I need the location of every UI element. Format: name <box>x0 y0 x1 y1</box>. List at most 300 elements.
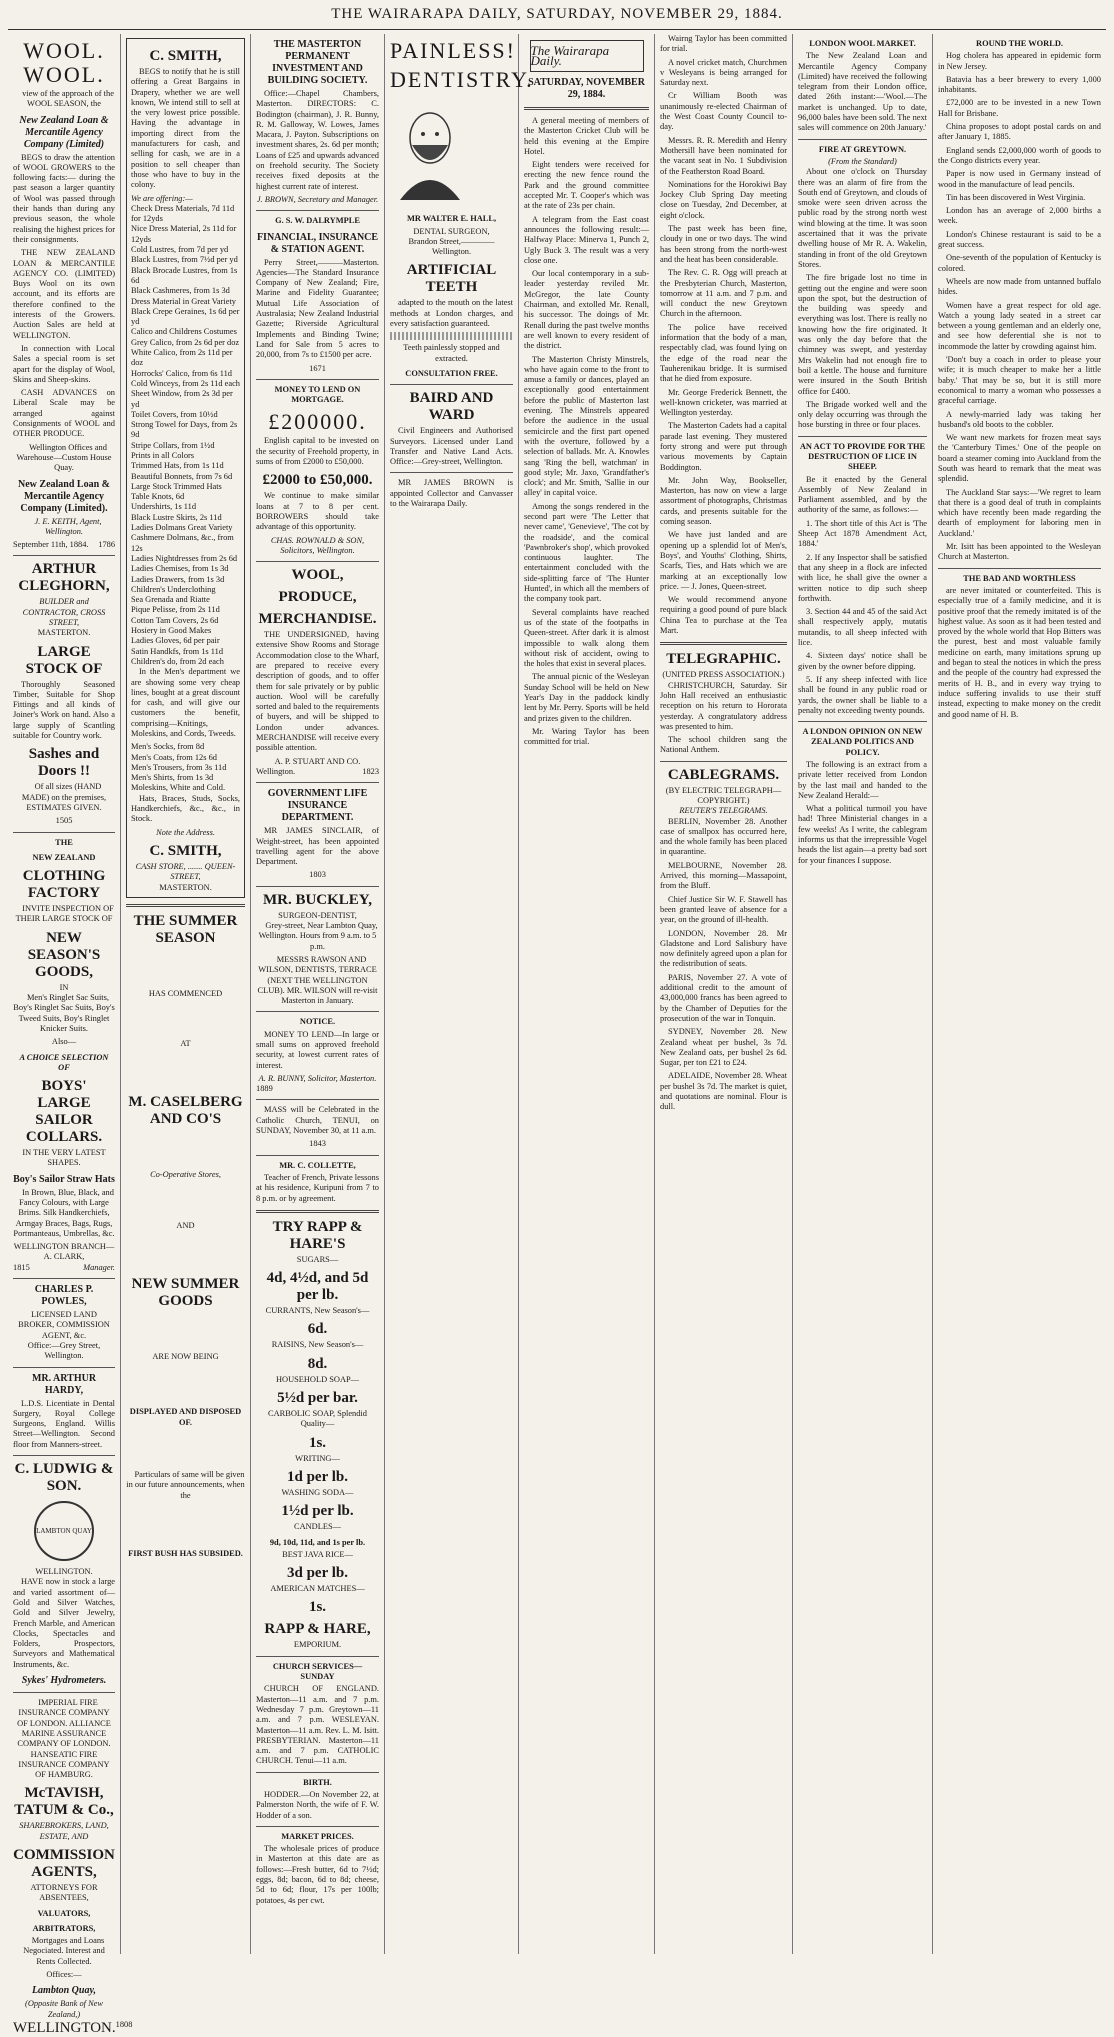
powles-name: CHARLES P. POWLES, <box>34 1284 94 1308</box>
ludwig-seal-icon: LAMBTON QUAY <box>34 1501 94 1561</box>
world-news-item: Batavia has a beer brewery to every 1,000 inhabitants. <box>938 74 1101 95</box>
coop-stores: Co-Operative Stores, <box>150 1170 221 1180</box>
divider <box>256 1772 379 1773</box>
matches-price: 1s. <box>308 1599 327 1616</box>
offering-label: We are offering:— <box>131 193 193 203</box>
price-list-item: Pique Pelisse, from 2s 11d <box>131 605 220 615</box>
world-news-item: A newly-married lady was taking her husband's old boots to the cobbler. <box>938 409 1101 429</box>
price-list-item: Men's Trousers, from 3s 11d <box>131 762 227 772</box>
london-paragraph: The following is an extract from a private letter received from London by the last mail and handed to the New Zealand Herald:— <box>798 760 927 800</box>
dalrymple-name: G. S. W. DALRYMPLE <box>275 216 360 226</box>
world-news-item: The Auckland Star says:—'We regret to learn that there is a good deal of truth in complaints which have recently been made regarding the dearth of employment for laboring men in Auckland.' <box>938 487 1101 538</box>
season-goods: NEW SEASON'S GOODS, <box>27 929 101 980</box>
sashes-heading: Sashes and Doors !! <box>28 746 100 780</box>
smith-items-list <box>131 204 240 667</box>
divider <box>798 721 927 722</box>
hats-text: In Brown, Blue, Black, and Fancy Colours, with Large Brims. Silk Handkerchiefs, Armgay Braces, Bags, Rugs, Portmanteaus, Umbrellas, &c. <box>13 1187 115 1238</box>
cablegram-paragraph: BERLIN, November 28. Another case of smallpox has occurred here, and the whole family has been placed in quarantine. <box>660 816 787 857</box>
java-price: 3d per lb. <box>287 1565 348 1582</box>
invite-text: INVITE INSPECTION OF THEIR LARGE STOCK OF <box>15 904 114 924</box>
note-address: Note the Address. <box>156 827 215 837</box>
act-paragraph: 2. If any Inspector shall be satisfied that any sheep in a flock are infected with lice, he shall give the owner a written notice to dip such sheep forthwith. <box>798 552 927 603</box>
wellington-label: WELLINGTON. <box>13 2019 116 2036</box>
price-list-item: Men's Shirts, from 1s 3d <box>131 773 214 783</box>
fire-paragraph: The fire brigade lost no time in getting out the engine and were soon upon the spot, but the destruction of the building was speedy and everything was lost. There is really no knowing how the fire originated. It was only the day before that the chimney was swept, and yesterday Mrs Wakelin had not enough fire to boil a kettle. The house and furniture were insured in the South British office for £400. <box>798 273 927 396</box>
news-paragraph: Mr. John Way, Bookseller, Masterton, has now on view a large assortment of photographs, Christmas cards, and presents suitable for the coming season. <box>660 475 788 527</box>
london-paragraphs <box>798 760 927 866</box>
price-list-item: Black Brocade Lustres, from 1s 6d <box>131 265 238 285</box>
round-world-heading: ROUND THE WORLD. <box>976 39 1063 48</box>
caselberg-name: M. CASELBERG AND CO'S <box>128 1094 243 1128</box>
issue-date: SATURDAY, NOVEMBER 29, 1884. <box>528 77 645 100</box>
candles-label: CANDLES— <box>294 1522 341 1532</box>
commission-agents: COMMISSION AGENTS, <box>13 1846 115 1880</box>
divider <box>256 1826 379 1827</box>
store-number: 1823 <box>362 766 379 776</box>
price-list-item: Cold Winceys, from 2s 11d each <box>131 378 240 388</box>
news-paragraph: The past week has been fine, cloudy in one or two days. The wind has been strong from the north-west and the heat has been considerable. <box>660 224 787 264</box>
world-news-item: We want new markets for frozen meat says the 'Canterbury Times.' One of the people on board a steamer coming into Auckland from the South was heard to remark that the meat was splendid. <box>938 433 1101 484</box>
column-8 <box>933 34 1106 1954</box>
building-society-text: Office:—Chapel Chambers, Masterton. DIRECTORS: C. Bodington (chairman), J. R. Bunny, R. M. Galloway, W. Lowes, James Macara, J. Payton. Subscriptions on investment shares, 2s. 6d per month; Loans of £25 and upwards advanced on freehold security. The Society receives fixed deposits at the highest current rate of interest. <box>256 89 379 191</box>
govt-text: MR JAMES SINCLAIR, of Weight-street, has been appointed travelling agent for the above Department. <box>256 826 379 867</box>
big-sum: £200000. <box>268 409 367 435</box>
soap-price: 5½d per bar. <box>277 1390 358 1407</box>
world-news-item: Hog cholera has appeared in epidemic form in New Jersey. <box>938 51 1101 71</box>
stock-title: LARGE STOCK OF <box>25 643 103 677</box>
world-news-item: London has an average of 2,000 births a week. <box>938 206 1101 226</box>
sugars-label: SUGARS— <box>296 1254 339 1264</box>
dentistry-heading: DENTISTRY. <box>390 67 534 92</box>
offices-label: Offices:— <box>46 1970 82 1980</box>
artificial-text: adapted to the mouth on the latest methods at London charges, and every satisfaction guaranteed. <box>390 298 513 329</box>
big-sum-text: English capital to be invested on the security of Freehold property, in sums of from £2000 to £50,000. <box>256 436 379 467</box>
currants-label: CURRANTS, New Season's— <box>265 1306 370 1316</box>
telegram-paragraph: CHRISTCHURCH, Saturday. Sir John Hall received an enthusiastic reception on his return to Hororata yesterday. A congratulatory address was presented to him. <box>660 680 787 731</box>
mass-number: 1843 <box>309 1139 326 1149</box>
price-list-item: Black Crepe Geraines, 1s 6d per yd <box>131 306 240 327</box>
sig-date: September 11th, 1884. <box>13 540 89 550</box>
world-news-item: London's Chinese restaurant is said to be a great success. <box>938 229 1101 250</box>
world-news-item: One-seventh of the population of Kentucky is colored. <box>938 253 1101 273</box>
company-name: New Zealand Loan & Mercantile Agency Company (Limited) <box>19 114 109 150</box>
collette-name: MR. C. COLLETTE, <box>279 1160 356 1170</box>
column-2 <box>121 34 251 1954</box>
the-label: THE <box>55 837 73 847</box>
price-list-item: Hosiery in Good Makes <box>131 626 212 636</box>
news-paragraph: The Rev. C. R. Ogg will preach at the Presbyterian Church, Masterton, tomorrow at 11 a.m. and 7 p.m. and will conduct the new Greytown Church in the afternoon. <box>660 268 787 319</box>
date-line <box>13 540 115 550</box>
connection-text: In connection with Local Sales a special room is set apart for the display of Wool, Skins and Sheep-skins. <box>13 343 115 384</box>
wool-label: WOOL, <box>291 567 344 584</box>
goods-list: Men's Ringlet Sac Suits, Boy's Ringlet Sac Suits, Boy's Tweed Suits, Boy's Ringlet Knicker Suits. <box>13 993 115 1033</box>
candles-price: 9d, 10d, 11d, and 1s per lb. <box>269 1537 366 1547</box>
soap-label: HOUSEHOLD SOAP— <box>275 1374 360 1384</box>
price-list-item: Undershirts, 1s 11d <box>131 502 197 512</box>
price-list-item: Sea Grenada and Riatte <box>131 595 210 605</box>
manager-number: 1815 <box>13 1262 30 1272</box>
price-list-item: Toilet Covers, from 10½d <box>131 409 218 419</box>
offices: Wellington Offices and Warehouse—Custom House Quay. <box>16 442 112 473</box>
clark-name: A. CLARK, <box>43 1252 85 1262</box>
sum-range: £2000 to £50,000. <box>262 472 373 489</box>
divider <box>390 472 513 473</box>
divider <box>13 1278 115 1279</box>
divider <box>256 1656 379 1657</box>
world-news-item: Mr. Isitt has been appointed to the Wesleyan Church at Masterton. <box>938 542 1101 562</box>
builder-name: ARTHUR CLEGHORN, <box>18 561 110 595</box>
reuters-heading: REUTER'S TELEGRAMS. <box>679 806 768 816</box>
cablegram-paragraph: PARIS, November 27. A vote of additional credit to the amount of 43,000,000 francs has been agreed to by the Chamber of Deputies for the prosecution of the war in Tonquin. <box>660 972 787 1023</box>
divider <box>256 1011 379 1012</box>
fire-paragraph: About one o'clock on Thursday there was an alarm of fire from the South end of Greytown, and clouds of smoke were seen driven across the public road by the strong north west wind blowing at the time. It was soon ascertained that it was the private dwelling house of Mr R. A. Wakelin, standing in front of the old Greytown Stores. <box>798 167 927 269</box>
news-paragraph: The Masterton Christy Minstrels, who have again come to the front to amuse a family or dances, played an exceptionally good entertainment before the public of Masterton last evening. The Minstrels appeared before the audience in the usual semicircle and the first part opened with the overture, followed by a selection of ballads. Mr. A. Knowles sang 'Ring the bell, watchman' in good style; Mr. Jaxo, 'Grandfather's clock'; and Mr. Smith, 'Sallie in our alley' in capital voice. <box>524 354 649 498</box>
smith-name-2: C. SMITH, <box>149 842 222 859</box>
baird-text: Civil Engineers and Authorised Surveyors. Licensed under Land Transfer and Native Land Acts. Office:—Grey-street, Wellington. <box>390 426 513 467</box>
act-paragraph: 5. If any sheep infected with lice shall be found in any public road or yards, the owner shall be liable to a penalty not exceeding twenty pounds. <box>798 674 927 715</box>
birth-text: HODDER.—On November 22, at Palmerston North, the wife of F. W. Hodder of a son. <box>256 1789 379 1820</box>
divider <box>938 568 1101 569</box>
wool-intro: view of the approach of the WOOL SEASON, the <box>22 89 114 109</box>
james-brown-text: MR JAMES BROWN is appointed Collector and Canvasser to the Wairarapa Daily. <box>390 478 513 509</box>
divider <box>256 1099 379 1100</box>
clothing-factory: CLOTHING FACTORY <box>22 868 106 902</box>
world-news-item: Tin has been discovered in West Virginia. <box>946 192 1086 202</box>
fire-paragraph: The Brigade worked well and the only delay occurring was through the hose bursting in three or four places. <box>798 399 927 430</box>
news-paragraph: We would recommend anyone requiring a good pound of pure black China Tea to purchase at the Tea Mart. <box>660 595 787 636</box>
telegraphic-paragraphs <box>660 681 787 756</box>
hardy-text: L.D.S. Licentiate in Dental Surgery, Royal College Surgeons, England. Willis Street—Wellington. Second floor from Manners-street. <box>13 1398 115 1449</box>
summer-season: THE SUMMER SEASON <box>133 912 238 946</box>
act-paragraph: 4. Sixteen days' notice shall be given by the owner before dipping. <box>798 651 927 671</box>
news-paragraph: A novel cricket match, Churchmen v Wesleyans is being arranged for Saturday next. <box>660 57 787 88</box>
telegraphic-sub: (UNITED PRESS ASSOCIATION.) <box>662 670 785 680</box>
opposite-bank: (Opposite Bank of New Zealand,) <box>25 1999 103 2019</box>
artificial-teeth: ARTIFICIAL TEETH <box>406 262 497 296</box>
price-list-item: Black Lustre Skirts, 2s 11d <box>131 512 222 522</box>
telegraphic-heading: TELEGRAPHIC. <box>666 651 781 668</box>
washing-label: WASHING SODA— <box>281 1487 354 1497</box>
cash-text: CASH ADVANCES on Liberal Scale may be arranged against Consignments of WOOL and OTHER PRODUCE. <box>13 388 115 439</box>
decorative-rule <box>390 332 513 340</box>
buckley-address: Grey-street, Near Lambton Quay, Wellington. Hours from 9 a.m. to 5 p.m. <box>258 921 378 951</box>
sykes-label: Sykes' Hydrometers. <box>21 1675 107 1687</box>
particulars-text: Particulars of same will be given in our future announcements, when the <box>126 1469 245 1500</box>
market-heading: MARKET PRICES. <box>281 1831 354 1841</box>
mass-text: MASS will be Celebrated in the Catholic Church, TENUI, on SUNDAY, November 30, at 11 a.m. <box>256 1105 379 1136</box>
news-paragraph: Among the songs rendered in the second part were 'The Letter that never came', 'Genevieve', 'The cot by the roadside', and the comical 'Pawnbroker's shop', which provoked continuous laughter. The entertainment concluded with the side-splitting farce of 'The Hunter Hunted', in which all the members of the company took part. <box>524 501 649 604</box>
company-name-2: New Zealand Loan & Mercantile Agency Company (Limited). <box>18 478 110 514</box>
sig-number: 1786 <box>98 540 115 550</box>
act-paragraph: 1. The short title of this Act is 'The Sheep Act 1878 Amendment Act, 1884.' <box>798 518 927 549</box>
price-list-item: Beautiful Bonnets, from 7s 6d <box>131 471 233 481</box>
act-heading: AN ACT TO PROVIDE FOR THE DESTRUCTION OF LICE IN SHEEP. <box>799 441 926 472</box>
world-news-item: £72,000 are to be invested in a new Town Hall for Brisbane. <box>938 98 1101 118</box>
world-news-item: Wheels are now made from untanned buffalo hides. <box>938 276 1101 297</box>
smith-advert <box>126 38 245 898</box>
cablegrams-sub: (BY ELECTRIC TELEGRAPH—COPYRIGHT.) <box>665 785 782 805</box>
price-list-item: Men's Socks, from 8d <box>131 742 205 752</box>
price-list-item: Cold Lustres, from 7d per yd <box>131 245 229 255</box>
building-society-signature: J. BROWN, Secretary and Manager. <box>256 194 379 204</box>
smith-intro: BEGS to notify that he is still offering a Great Bargains in Drapery, whether we are well known, We intend still to sell at the very lowest price possible. Having the advantage in importing direct from the manufacturers for cash, and selling for cash, we are in a position to sell cheaper than those who have to buy in the colony. <box>131 67 240 190</box>
store-text: THE UNDERSIGNED, having extensive Show Rooms and Storage Accommodation close to the Wharf, are prepared to receive every description of goods, and to offer them for sale privately or by public auction. Wool will be carefully sorted and baled to the requirements of buyers, and will be shipped to London under advances. MERCHANDISE will receive every possible attention. <box>256 630 379 753</box>
news-paragraph: The police have received information that the body of a man, respectably clad, was found lying on the edge of the road near the Tauherenikau bridge. It is surmised that he died from exposure. <box>660 322 787 384</box>
column-7 <box>793 34 933 1954</box>
price-list-item: Cotton Tam Covers, 2s 6d <box>131 615 219 625</box>
mens-intro: In the Men's department we are showing some very cheap lines, bought at a great discount for cash, and will give our customers the benefit, comprising—Knitings, Moleskins, and Cords, Tweeds. <box>131 667 240 738</box>
price-list-item: Trimmed Hats, from 1s 11d <box>131 461 224 471</box>
branch-label: WELLINGTON BRANCH— <box>13 1242 115 1252</box>
cablegrams-heading: CABLEGRAMS. <box>667 766 780 783</box>
lead-paragraphs <box>524 116 649 748</box>
church-heading: CHURCH SERVICES—SUNDAY <box>272 1661 363 1682</box>
collette-text: Teacher of French, Private lessons at his residence, Kuripuni from 7 to 8 p.m. or by agreement. <box>256 1172 379 1203</box>
divider <box>256 782 379 783</box>
divider <box>256 561 379 562</box>
price-list-item: Strong Towel for Days, from 2s 9d <box>131 420 238 440</box>
fire-paragraphs <box>798 167 927 430</box>
financial-number: 1671 <box>309 363 326 373</box>
raisins-label: RAISINS, New Season's— <box>271 1340 364 1350</box>
ludwig-text: HAVE now in stock a large and varied assortment of— Gold and Silver Watches, Gold and Silver Jewelry, French Marble, and American Clocks, Spectacles and Folders, Prospectors, Surveyors and Mathematical Instruments, &c. <box>13 1577 115 1669</box>
sugars-price: 4d, 4½d, and 5d per lb. <box>266 1270 369 1304</box>
raisins-price: 8d. <box>307 1355 328 1372</box>
hall-title: DENTAL SURGEON, <box>413 226 490 236</box>
news-paragraph: The Masterton Cadets had a capital parade last evening. They mustered forty strong and were put through various movements by Captain Boddington. <box>660 421 787 472</box>
cablegram-paragraph: MELBOURNE, November 28. Arrived, this morning—Massapoint, from the Bluff. <box>660 860 787 891</box>
choice-label: A CHOICE SELECTION OF <box>19 1052 109 1072</box>
teeth-text: Teeth painlessly stopped and extracted. <box>403 343 500 363</box>
column-3 <box>251 34 385 1954</box>
price-list-item: Cashmere Dolmans, &c., from 12s <box>131 533 234 553</box>
builder-town: MASTERTON. <box>37 628 91 638</box>
hall-name: MR WALTER E. HALL, <box>406 214 497 224</box>
cash-store: CASH STORE, ....... QUEEN-STREET, <box>135 861 236 882</box>
news-paragraph: Messrs. R. R. Meredith and Henry Mothersill have been nominated for the vacant seat in No. 1 Subdivision of the Featherston Road Board. <box>660 135 787 176</box>
divider <box>13 1367 115 1368</box>
price-list-item: Sheet Window, from 2s 3d per yd <box>131 389 233 409</box>
wellington-line <box>13 2019 133 2037</box>
world-news-item: Women have a great respect for old age. Watch a young lady seated in a street car between a young gentleman and an elderly one, and see how deferential she is not to incommode the latter by crowding against him. <box>938 300 1101 351</box>
world-news-item: China proposes to adopt postal cards on and after January 1, 1885. <box>938 122 1101 142</box>
rapp-name: RAPP & HARE, <box>264 1621 371 1638</box>
divider <box>256 886 379 887</box>
news-paragraph: A general meeting of members of the Masterton Cricket Club will be held this evening at the Empire Hotel. <box>524 116 649 156</box>
money-signature: CHAS. ROWNALD & SON, Solicitors, Wellington. <box>270 535 365 555</box>
price-list-item: Prints in all Colors <box>131 450 195 460</box>
act-paragraph: 3. Section 44 and 45 of the said Act shall respectively apply, mutatis mutandis, to all sheep infected with lice. <box>798 607 927 648</box>
divider <box>798 436 927 437</box>
store-signature: A. P. STUART AND CO. <box>274 756 361 766</box>
masthead: THE WAIRARAPA DAILY, SATURDAY, NOVEMBER 29, 1884. <box>8 6 1106 30</box>
currants-price: 6d. <box>307 1321 328 1338</box>
cablegram-paragraph: SYDNEY, November 28. New Zealand wheat per bushel, 3s 7d. New Zealand oats, per bushel 2s 6d. Sugar, per ton £21 to £24. <box>660 1027 787 1068</box>
divider <box>13 1692 115 1693</box>
ludwig-name: C. LUDWIG & SON. <box>14 1461 114 1495</box>
styles-label: IN THE VERY LATEST SHAPES. <box>22 1148 106 1168</box>
cablegram-paragraph: Chief Justice Sir W. F. Stawell has been granted leave of absence for a year, on the ground of ill-health. <box>660 894 787 925</box>
powles-address: Office:—Grey Street, Wellington. <box>27 1340 101 1361</box>
money-text: We continue to make similar loans at 7 to 8 per cent. BORROWERS should take advantage of this opportunity. <box>256 491 379 532</box>
smith-town: MASTERTON. <box>159 882 212 892</box>
sharebrokers: SHAREBROKERS, LAND, ESTATE, AND <box>19 1821 109 1841</box>
also-label: Also— <box>51 1037 77 1047</box>
price-list-item: Grey Calico, from 2s 6d per doz <box>131 337 240 347</box>
buckley-title: SURGEON-DENTIST, <box>278 910 357 920</box>
news-paragraph: Several complaints have reached us of the state of the footpaths in Queen-street. After dark it is almost impossible to walk along them without risk of accident, owing to the holes that exist in several places. <box>524 607 649 669</box>
world-news-item: Paper is now used in Germany instead of wood in the manufacture of lead pencils. <box>938 169 1101 189</box>
signature: J. E. KEITH, Agent, Wellington. <box>34 516 102 536</box>
displayed-label: DISPLAYED AND DISPOSED OF. <box>129 1407 242 1427</box>
price-list-item: White Calico, from 2s 11d per doz <box>131 348 233 368</box>
valuators: VALUATORS, <box>37 1908 91 1918</box>
carbolic-price: 1s. <box>308 1434 327 1451</box>
sashes-number: 1505 <box>55 816 73 826</box>
mens-items-list <box>131 742 240 793</box>
first-bush: FIRST BUSH HAS SUBSIDED. <box>128 1548 243 1558</box>
price-list-item: Men's Coats, from 12s 6d <box>131 752 217 762</box>
rapp-heading: TRY RAPP & HARE'S <box>272 1218 363 1252</box>
market-text: The wholesale prices of produce in Masterton at this date are as follows:—Fresh butter, 6d to 7½d; eggs, 8d; bacon, 6d to 8d; cheese, 5d to 6d; flour, 17s per 100lb; potatoes, 4s per cwt. <box>256 1844 379 1905</box>
in-label: IN <box>59 982 69 992</box>
telegram-paragraph: The school children sang the National Anthem. <box>660 735 787 755</box>
and-label: AND <box>176 1220 195 1230</box>
price-list-item: Children's do, from 2d each <box>131 656 224 666</box>
new-summer-goods: NEW SUMMER GOODS <box>131 1276 240 1310</box>
divider <box>256 379 379 380</box>
financial-text: Perry Street,———Masterton. Agencies—The Standard Insurance Company of New Zealand; Fire, Marine and Fidelity Guarantee; Mutual Life Association of Australasia; New Zealand Industrial Gazette; Riverside Agricultural Implements and Binding Twine; Land for Sale from 5 acres to 20,000, from 7s to £1500 per acre. <box>256 257 379 360</box>
price-list-item: Children's Underclothing <box>131 584 216 594</box>
newspaper-nameplate: The Wairarapa Daily. <box>530 40 644 72</box>
washing-price: 1½d per lb. <box>281 1503 354 1520</box>
news-paragraph: Cr William Booth was unanimously re-elected Chairman of the West Coast County Council to-day. <box>660 91 787 132</box>
column-1 <box>8 34 133 2036</box>
store-town: Wellington. <box>256 766 296 776</box>
nz-loan-text: THE NEW ZEALAND LOAN & MERCANTILE AGENCY CO. (LIMITED) Buys Wool on its own account, and its efforts are therefore confined to the interests of the Growers. Auction Sales are held at WELLINGTON. <box>13 248 115 340</box>
buckley-name: MR. BUCKLEY, <box>262 891 373 908</box>
manager-line <box>13 1263 115 1273</box>
painless-heading: PAINLESS! <box>390 38 516 63</box>
are-now-label: ARE NOW BEING <box>152 1352 219 1362</box>
divider <box>256 1155 379 1156</box>
financial-heading: FINANCIAL, INSURANCE & STATION AGENT. <box>256 231 379 255</box>
building-society-heading: THE MASTERTON PERMANENT INVESTMENT AND BUILDING SOCIETY. <box>267 39 368 86</box>
news-paragraph: The annual picnic of the Wesleyan Sunday School will be held on New Year's Day in the paddock kindly lent by Mr. Perry. Sports will be held and prizes given to the children. <box>524 672 649 723</box>
java-label: BEST JAVA RICE— <box>282 1549 353 1559</box>
divider <box>256 1210 379 1213</box>
portrait-engraving-icon <box>390 100 470 200</box>
ludwig-town: WELLINGTON. <box>35 1567 93 1577</box>
london-wool-text: The New Zealand Loan and Mercantile Agency Company (Limited) have received the following telegram from their London office, dated 26th instant:—'Wool.—The market is unchanged. Up to date, 96,000 bales have been sold. The next sales will commence on 20th January.' <box>798 51 927 133</box>
columns <box>8 34 1106 2036</box>
arbitrators: ARBITRATORS, <box>32 1923 96 1933</box>
divider <box>798 139 927 140</box>
divider <box>13 555 115 556</box>
news-paragraph: Mr. George Frederick Bennett, the well-known cricketer, was married at Wellington yesterday. <box>660 387 787 418</box>
consultation-free: CONSULTATION FREE. <box>405 368 498 378</box>
price-list-item: Dress Material in Great Variety <box>131 296 236 306</box>
manager-label: Manager. <box>83 1262 115 1272</box>
notice-number: 1889 <box>256 1084 273 1094</box>
lambton-quay: Lambton Quay, <box>31 1985 97 1997</box>
birth-heading: BIRTH. <box>303 1777 332 1787</box>
price-list-item: Stripe Collars, from 1½d <box>131 440 215 450</box>
fire-source: (From the Standard) <box>828 156 897 166</box>
price-list-item: Ladies Drawers, from 1s 3d <box>131 574 225 584</box>
smith-also: Hats, Braces, Studs, Socks, Handkerchiefs, &c., &c., in Stock. <box>131 793 240 824</box>
govt-heading: GOVERNMENT LIFE INSURANCE DEPARTMENT. <box>267 788 368 824</box>
nz-label: NEW ZEALAND <box>32 852 96 862</box>
act-paragraphs <box>798 475 927 717</box>
hall-address: Brandon Street,————Wellington. <box>408 236 495 257</box>
divider <box>390 384 513 385</box>
mctavish-name: McTAVISH, TATUM & Co., <box>14 1785 114 1819</box>
writing-label: WRITING— <box>295 1453 340 1463</box>
act-paragraph: Be it enacted by the General Assembly of New Zealand in Parliament assembled, and by the authority of the same, as follows:— <box>798 474 927 515</box>
carbolic-label: CARBOLIC SOAP, Splendid Quality— <box>268 1409 367 1429</box>
price-list-item: Ladies Gloves, 6d per pair <box>131 636 220 646</box>
price-list-item: Nice Dress Material, 2s 11d for 12yds <box>131 224 237 244</box>
notice-heading: NOTICE. <box>299 1017 336 1027</box>
price-list-item: Ladies Dolmans Great Variety <box>131 523 233 533</box>
column-6 <box>655 34 793 1954</box>
has-commenced: HAS COMMENCED <box>148 988 223 998</box>
world-news-item: 'Don't buy a coach in order to please your wife; it is much cheaper to make her a little baby.' That may be so, but it is still more economical to marry a woman who possesses a graceful carriage. <box>938 355 1101 406</box>
mortgages: Mortgages and Loans Negociated. Interest and Rents Collected. <box>23 1936 105 1966</box>
bad-text: are never imitated or counterfeited. This is especially true of a family medicine, and it is positive proof that the remedy imitated is of the highest value. As soon as it had been tested and proved by the whole world that Hop Bitters was the purest, best and most valuable family medicine on earth, many imitations sprung up and began to steal the notices in which the press and the people of the country had expressed the merits of H. B., and in every way trying to induce suffering invalids to use their stuff instead, expecting to make money on the credit and good name of H. B. <box>938 585 1101 719</box>
fire-heading: FIRE AT GREYTOWN. <box>818 144 907 154</box>
price-list-item: Black Cashmeres, from 1s 3d <box>131 286 230 296</box>
divider <box>660 761 787 762</box>
wool-title: WOOL. WOOL. <box>23 38 105 87</box>
price-list-item: Ladies Chemises, from 1s 3d <box>131 564 229 574</box>
news-paragraph: Our local contemporary in a sub-leader yesterday reviled Mr. McGregor, the late County Chairman, and extolled Mr. Renall, his successor. The doings of Mr. Renall during the past twelve months are well known to every resident of the district. <box>524 269 649 351</box>
wool-text: BEGS to draw the attention of WOOL GROWERS to the following facts:— during the past season a larger quantity of Wool was passed through their hands than during any previous season, the whole realising the highest prices for their consignments. <box>13 152 115 244</box>
price-list-item: Check Dress Materials, 7d 11d for 12yds <box>131 203 235 224</box>
divider <box>13 832 115 833</box>
london-opinion-heading: A LONDON OPINION ON NEW ZEALAND POLITICS AND POLICY. <box>802 727 923 757</box>
price-list-item: Horrocks' Calico, from 6s 11d <box>131 368 232 378</box>
powles-title: LICENSED LAND BROKER, COMMISSION AGENT, &c. <box>18 1310 110 1340</box>
straw-hats: Boy's Sailor Straw Hats <box>13 1173 115 1185</box>
at-label: AT <box>180 1039 191 1049</box>
column-4 <box>385 34 534 1954</box>
hardy-name: MR. ARTHUR HARDY, <box>31 1372 97 1396</box>
price-list-item: Table Knots, 6d <box>131 492 185 502</box>
attorney: ATTORNEYS FOR ABSENTEES, <box>30 1882 98 1903</box>
produce-label: PRODUCE, <box>278 589 357 606</box>
cablegram-paragraphs <box>660 817 787 1113</box>
merchandise-label: MERCHANDISE. <box>258 611 377 628</box>
price-list-item: Satin Handkfs, from 1s 11d <box>131 646 224 656</box>
fire-insurance: IMPERIAL FIRE INSURANCE COMPANY OF LONDON. ALLIANCE MARINE ASSURANCE COMPANY OF LONDON. HANSEATIC FIRE INSURANCE COMPANY OF HAMBURG. <box>17 1698 111 1780</box>
church-text: CHURCH OF ENGLAND. Masterton—11 a.m. and 7 p.m. Wednesday 7 p.m. Greytown—11 a.m. and 7 p.m. WESLEYAN. Masterton—11 a.m. Rev. L. M. Isitt. PRESBYTERIAN. Masterton—11 a.m. and 7 p.m. CATHOLIC CHURCH. Tenui—11 a.m. <box>256 1684 379 1766</box>
price-list-item: Moleskins, White and Cold. <box>131 783 226 793</box>
divider <box>256 210 379 211</box>
price-list-item: Large Stock Trimmed Hats <box>131 481 222 491</box>
matches-label: AMERICAN MATCHES— <box>270 1584 365 1594</box>
cablegram-paragraph: LONDON, November 28. Mr Gladstone and Lord Salisbury have now definitely agreed upon a plan for the redistribution of seats. <box>660 928 787 969</box>
column-5 <box>519 34 655 1954</box>
price-list-item: Ladies Nightdresses from 2s 6d <box>131 553 238 563</box>
price-list-item: Black Lustres, from 7½d per yd <box>131 255 238 265</box>
smith-name: C. SMITH, <box>149 48 222 64</box>
notice-signature: A. R. BUNNY, Solicitor, Masterton. <box>258 1073 377 1083</box>
divider <box>13 1455 115 1456</box>
price-list-item: Calico and Childrens Costumes <box>131 327 237 337</box>
govt-number: 1803 <box>309 870 326 880</box>
